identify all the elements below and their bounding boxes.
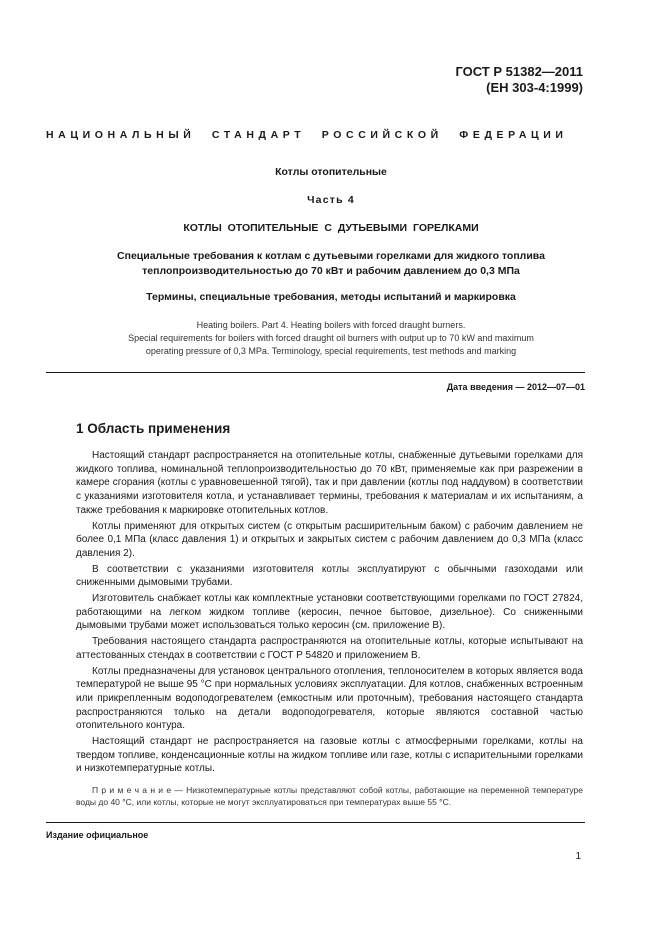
introduction-date: Дата введения — 2012—07—01: [446, 382, 585, 392]
standard-designation: [455, 64, 583, 96]
footer-divider: [46, 822, 585, 823]
section-body: [76, 449, 583, 810]
english-title-line: Heating boilers. Part 4. Heating boilers with forced draught burners.: [196, 320, 466, 330]
edition-label: Издание официальное: [46, 830, 149, 840]
note-paragraph: П р и м е ч а н и е — Низкотемпературные котлы представляют собой котлы, работающие на переменной температуре воды до 40 °С, или котлы, которые не могут эксплуатироваться при температурах выше 55 °С.: [76, 785, 583, 808]
body-paragraph: Требования настоящего стандарта распространяются на отопительные котлы, которые испытывают на аттестованных стендах в соответствии с ГОСТ Р 54820 и приложением В.: [76, 636, 583, 661]
document-part: Часть 4: [307, 194, 355, 206]
body-paragraph: Настоящий стандарт распространяется на отопительные котлы, снабженные дутьевыми горелками для жидкого топлива, номинальной теплопроизводительностью до 70 кВт, применяемые как при разрежении в камере сгорания (котлы с уравновешенной тягой), так и при давлении (котлы под наддувом) в соответствии с указаниями изготовителя котла, и устанавливает термины, требования к материалам и их испытаниям, а также требования к маркировке отопительных котлов.: [76, 450, 583, 516]
body-paragraph: Изготовитель снабжает котлы как комплектные установки соответствующими горелками по ГОСТ 27824, работающими на легком жидком топливе (керосин, печное бытовое, дизельное). Со сниженными дымовыми трубами может использоваться только керосин (см. приложение В).: [76, 593, 583, 632]
national-standard-heading: НАЦИОНАЛЬНЫЙ СТАНДАРТ РОССИЙСКОЙ ФЕДЕРАЦИИ: [46, 129, 568, 141]
terms-title: Термины, специальные требования, методы испытаний и маркировка: [146, 291, 516, 303]
document-main-title: КОТЛЫ ОТОПИТЕЛЬНЫЕ С ДУТЬЕВЫМИ ГОРЕЛКАМИ: [183, 222, 479, 234]
body-paragraph: В соответствии с указаниями изготовителя котлы эксплуатируют с обычными газоходами или сниженными дымовыми трубами.: [76, 563, 583, 589]
title-divider: [46, 372, 585, 373]
english-title-line: operating pressure of 0,3 MPa. Terminology, special requirements, test methods and marking: [145, 346, 517, 356]
body-paragraph: Котлы предназначены для установок центрального отопления, теплоносителем в которых является вода температурой не выше 95 °С при нормальных условиях эксплуатации. Для котлов, снабженных встроенным или прикрепленным водоподогревателем (емкостным или проточным), требования настоящего стандарта распространяются только на детали водоподогревателя, которые являются составной частью отопительного контура.: [76, 665, 583, 732]
standard-number: ГОСТ Р 51382—2011: [455, 64, 583, 79]
specific-requirements-line: Специальные требования к котлам с дутьевыми горелками для жидкого топлива: [117, 250, 545, 262]
specific-requirements-title: [46, 249, 616, 279]
english-title-line: Special requirements for boilers with forced draught oil burners with output up to 70 kW and maximum: [128, 333, 534, 343]
en-standard-number: (ЕН 303-4:1999): [486, 80, 583, 95]
document-subtitle: Котлы отопительные: [275, 166, 387, 178]
english-title: [46, 319, 616, 358]
body-paragraph: Настоящий стандарт не распространяется на газовые котлы с атмосферными горелками, котлы на твердом топливе, конденсационные котлы на жидком топливе или газе, котлы с испарительными горелками и низкотемпературные котлы.: [76, 736, 583, 775]
section-heading: 1 Область применения: [76, 421, 231, 436]
body-paragraph: Котлы применяют для открытых систем (с открытым расширительным баком) с рабочим давлением не более 0,1 МПа (класс давления 1) и открытых и закрытых систем с рабочим давлением до 0,3 МПа (класс давления 2).: [76, 520, 583, 559]
page-number: 1: [575, 851, 581, 862]
specific-requirements-line: теплопроизводительностью до 70 кВт и рабочим давлением до 0,3 МПа: [142, 265, 520, 277]
